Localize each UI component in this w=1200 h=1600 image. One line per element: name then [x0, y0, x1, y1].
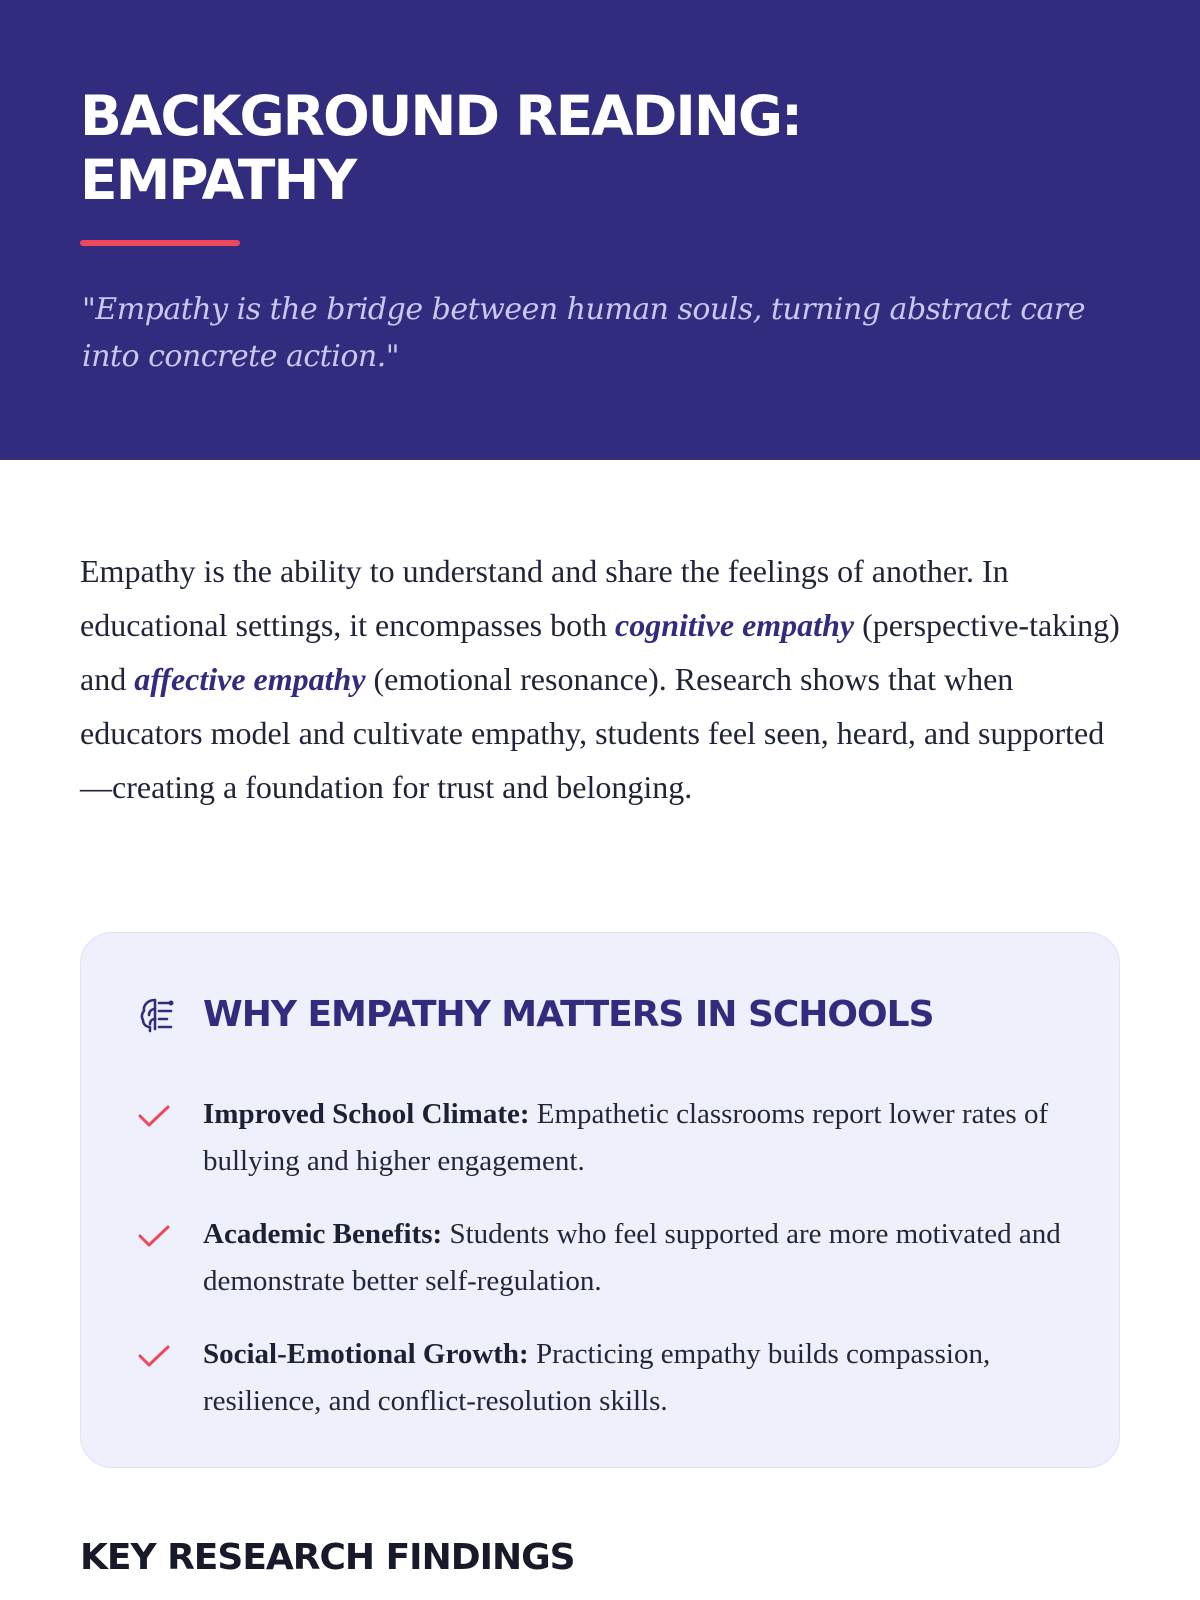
key-findings-heading: KEY RESEARCH FINDINGS	[80, 1537, 575, 1578]
brain-icon	[137, 995, 177, 1035]
benefit-description: Empathetic classrooms report lower rates of bullying and higher engagement.	[203, 1098, 1049, 1177]
benefit-item	[137, 1211, 1097, 1311]
term-affective-empathy: affective empathy	[134, 661, 366, 697]
why-empathy-card	[80, 932, 1120, 1468]
benefit-label: Social-Emotional Growth:	[203, 1338, 529, 1370]
benefit-description: Students who feel supported are more motivated and demonstrate better self-regulation.	[203, 1218, 1061, 1297]
benefit-description: Practicing empathy builds compassion, resilience, and conflict-resolution skills.	[203, 1338, 991, 1417]
intro-paragraph	[80, 544, 1120, 814]
why-empathy-heading: WHY EMPATHY MATTERS IN SCHOOLS	[203, 994, 934, 1035]
benefit-text	[203, 1211, 1083, 1305]
page-title	[80, 84, 1080, 212]
benefit-item	[137, 1331, 1097, 1431]
intro-text-2: (perspective-taking) and	[80, 607, 1120, 697]
page-title-line-1: BACKGROUND READING:	[80, 84, 801, 148]
term-cognitive-empathy: cognitive empathy	[615, 607, 855, 643]
check-icon	[137, 1101, 171, 1131]
benefit-label: Improved School Climate:	[203, 1098, 530, 1130]
check-icon	[137, 1341, 171, 1371]
check-icon	[137, 1221, 171, 1251]
benefit-text	[203, 1331, 1083, 1425]
hero-quote: "Empathy is the bridge between human souls, turning abstract care into concrete action."	[82, 292, 1085, 374]
page-title-line-2: EMPATHY	[80, 148, 356, 212]
title-accent-rule	[80, 240, 240, 246]
benefit-label: Academic Benefits:	[203, 1218, 443, 1250]
intro-text-3: (emotional resonance). Research shows that when educators model and cultivate empathy, students feel seen, heard, and supported—creating a foundation for trust and belonging.	[80, 661, 1105, 805]
hero-header	[0, 0, 1200, 460]
benefit-text	[203, 1091, 1083, 1185]
intro-text-1: Empathy is the ability to understand and share the feelings of another. In educational settings, it encompasses both	[80, 553, 1009, 643]
benefit-item	[137, 1091, 1097, 1191]
